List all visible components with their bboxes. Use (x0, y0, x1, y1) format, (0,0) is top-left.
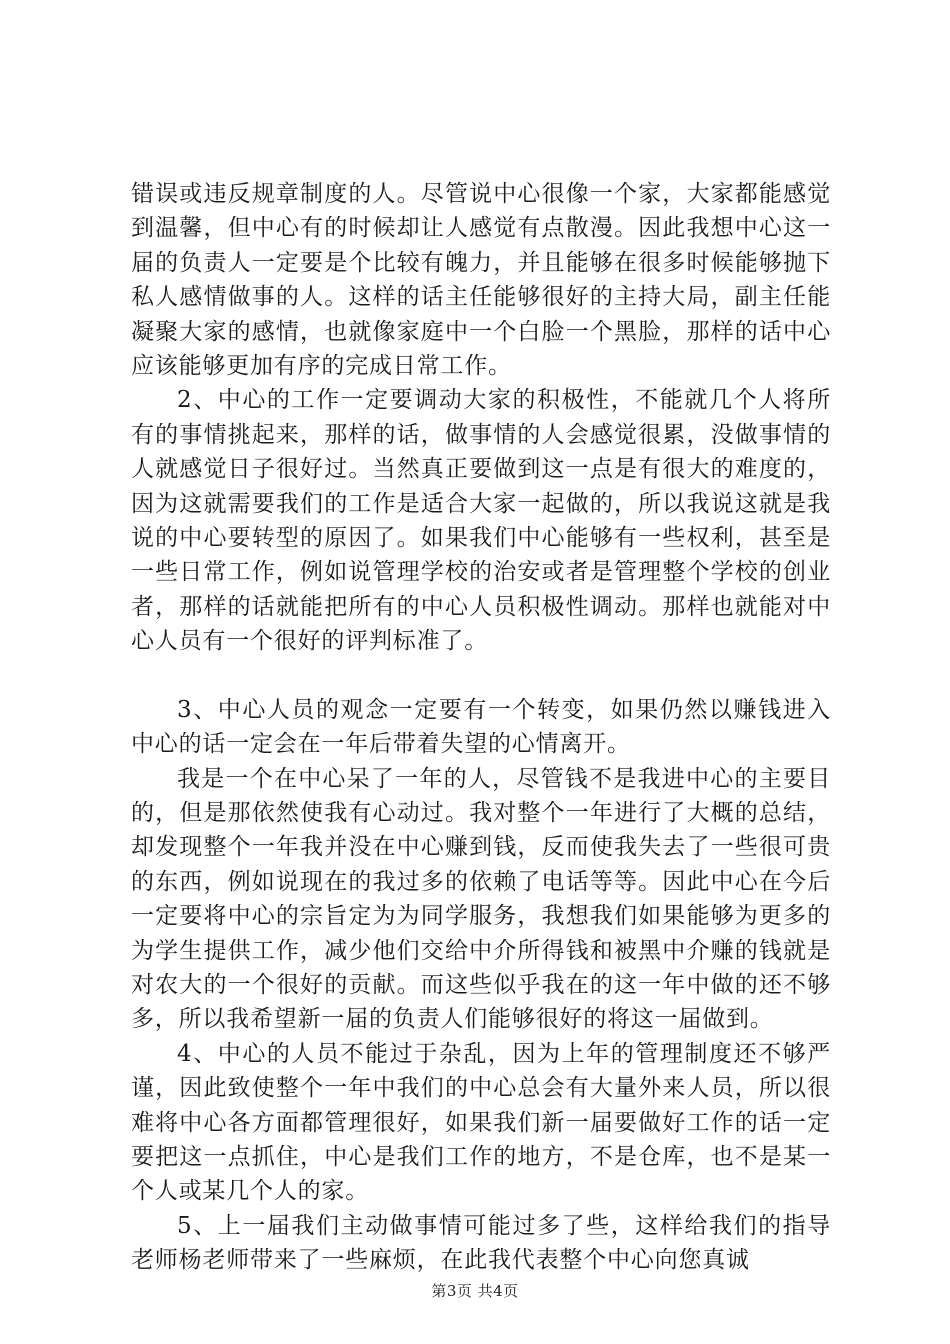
paragraph-5: 4、中心的人员不能过于杂乱，因为上年的管理制度还不够严谨，因此致使整个一年中我们的中心总会有大量外来人员，所以很难将中心各方面都管理很好，如果我们新一届要做好工作的话一定要把这一点抓住，中心是我们工作的地方，不是仓库，也不是某一个人或某几个人的家。 (131, 1040, 831, 1205)
paragraph-4: 我是一个在中心呆了一年的人，尽管钱不是我进中心的主要目的，但是那依然使我有心动过。我对整个一年进行了大概的总结，却发现整个一年我并没在中心赚到钱，反而使我失去了一些很可贵的东西，例如说现在的我过多的依赖了电话等等。因此中心在今后一定要将中心的宗旨定为为同学服务，我想我们如果能够为更多的为学生提供工作，减少他们交给中介所得钱和被黑中介赚的钱就是对农大的一个很好的贡献。而这些似乎我在的这一年中做的还不够多，所以我希望新一届的负责人们能够很好的将这一届做到。 (131, 765, 831, 1033)
paragraph-6: 5、上一届我们主动做事情可能过多了些，这样给我们的指导老师杨老师带来了一些麻烦，在此我代表整个中心向您真诚 (131, 1212, 831, 1274)
document-body (131, 177, 831, 1278)
page-number-footer: 第3页 共4页 (431, 1282, 519, 1300)
paragraph-1: 错误或违反规章制度的人。尽管说中心很像一个家，大家都能感觉到温馨，但中心有的时候却让人感觉有点散漫。因此我想中心这一届的负责人一定要是个比较有魄力，并且能够在很多时候能够抛下私人感情做事的人。这样的话主任能够很好的主持大局，副主任能凝聚大家的感情，也就像家庭中一个白脸一个黑脸，那样的话中心应该能够更加有序的完成日常工作。 (131, 181, 831, 380)
paragraph-3: 3、中心人员的观念一定要有一个转变，如果仍然以赚钱进入中心的话一定会在一年后带着失望的心情离开。 (131, 696, 831, 758)
paragraph-spacer (131, 659, 831, 693)
paragraph-2: 2、中心的工作一定要调动大家的积极性，不能就几个人将所有的事情挑起来，那样的话，做事情的人会感觉很累，没做事情的人就感觉日子很好过。当然真正要做到这一点是有很大的难度的，因为这就需要我们的工作是适合大家一起做的，所以我说这就是我说的中心要转型的原因了。如果我们中心能够有一些权利，甚至是一些日常工作，例如说管理学校的治安或者是管理整个学校的创业者，那样的话就能把所有的中心人员积极性调动。那样也就能对中心人员有一个很好的评判标准了。 (131, 387, 831, 655)
